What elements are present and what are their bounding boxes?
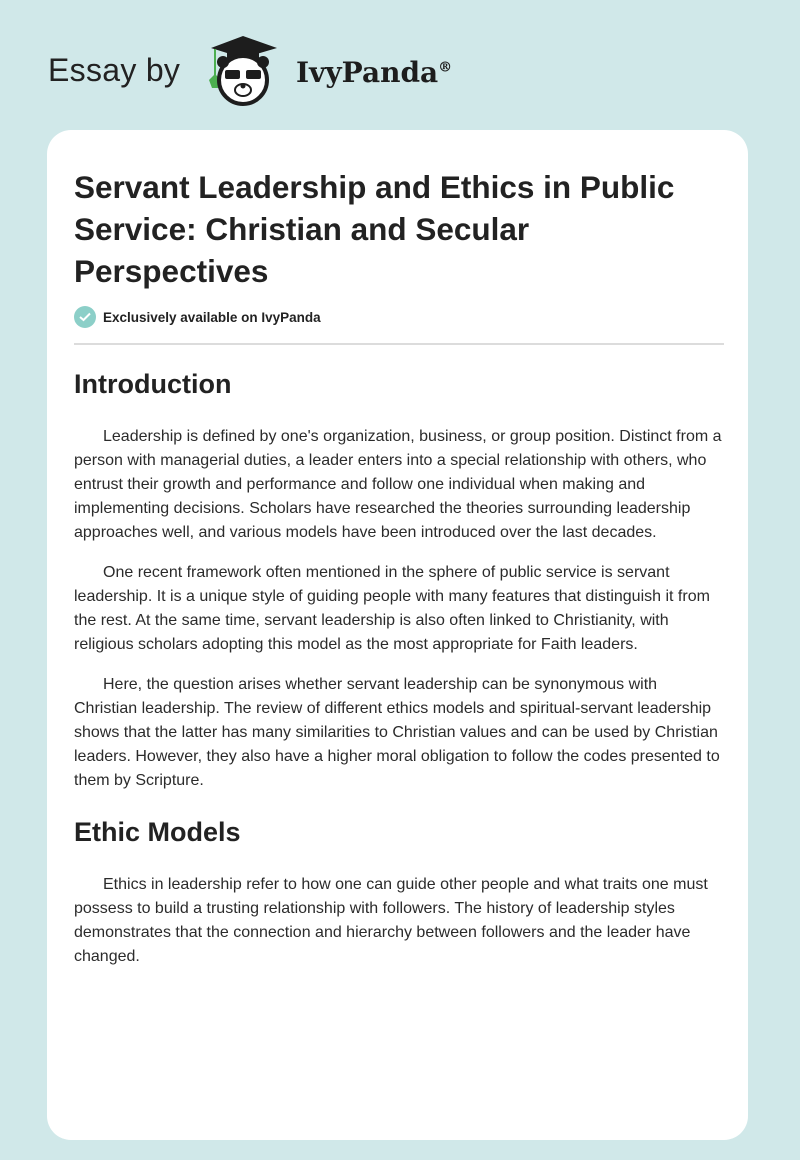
essay-card — [47, 130, 748, 1140]
section-heading: Ethic Models — [74, 817, 241, 847]
brand-text: IvyPanda — [296, 56, 439, 89]
section-heading: Introduction — [74, 369, 232, 399]
registered-mark: ® — [438, 59, 453, 76]
ivypanda-logo-icon[interactable] — [203, 34, 283, 108]
paragraph: Leadership is defined by one's organization, business, or group position. Distinct from a person with managerial duties, a leader enters into a special relationship with others, who entrust their growth and performance and follow one individual when making and implementing decisions. Scholars have researched the theories surrounding leadership approaches well, and various models have been introduced over the last decades. — [74, 428, 722, 541]
paragraph: Ethics in leadership refer to how one can guide other people and what traits one must possess to build a trusting relationship with followers. The history of leadership styles demonstrates that the connection and hierarchy between followers and the leader have changed. — [74, 876, 708, 965]
paragraph: Here, the question arises whether servant leadership can be synonymous with Christian leadership. The review of different ethics models and spiritual-servant leadership shows that the latter has many similarities to Christian values and can be used by Christian leaders. However, they also have a higher moral obligation to follow the codes presented to them by Scripture. — [74, 676, 720, 789]
essay-by-label: Essay by — [48, 52, 181, 88]
site-header — [0, 20, 800, 120]
brand-name[interactable] — [296, 56, 452, 89]
paragraph: One recent framework often mentioned in the sphere of public service is servant leadership. It is a unique style of guiding people with many features that distinguish it from the rest. At the same time, servant leadership is also often linked to Christianity, with religious scholars adopting this model as the most appropriate for Faith leaders. — [74, 564, 710, 653]
exclusive-badge — [74, 306, 724, 328]
badge-text: Exclusively available on IvyPanda — [103, 309, 321, 325]
essay-title: Servant Leadership and Ethics in Public Service: Christian and Secular Perspectives — [74, 169, 675, 289]
check-circle-icon — [74, 306, 96, 328]
divider — [74, 343, 724, 345]
